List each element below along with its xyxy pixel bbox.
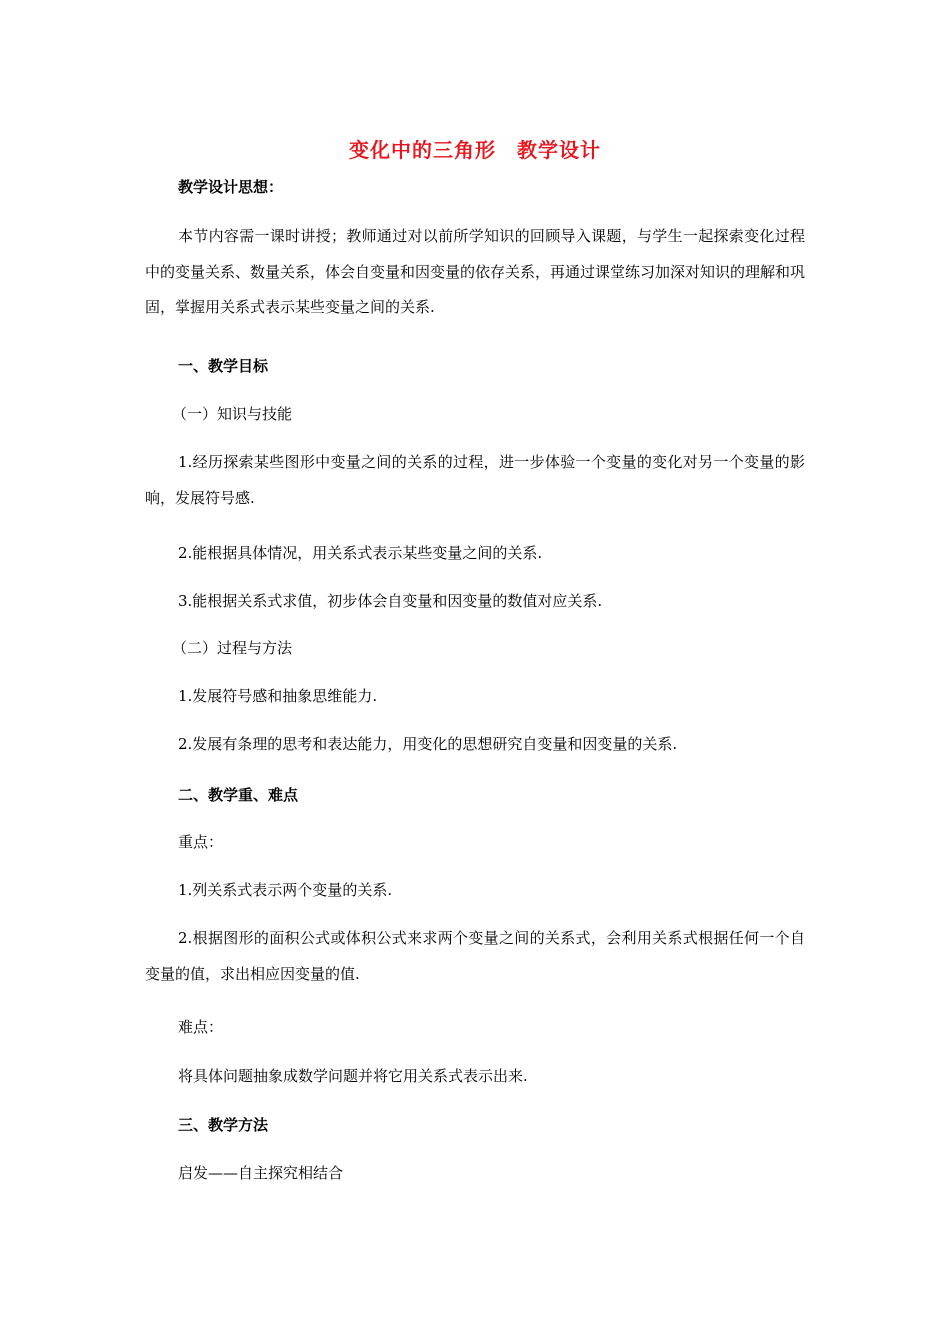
section1-sub1-item2: 2.能根据具体情况，用关系式表示某些变量之间的关系.: [178, 544, 543, 562]
section2-key-item1: 1.列关系式表示两个变量的关系.: [178, 881, 393, 899]
section1-sub2-item1: 1.发展符号感和抽象思维能力.: [178, 687, 378, 705]
section2-key-label: 重点：: [178, 833, 224, 851]
design-thought-heading: 教学设计思想：: [178, 178, 284, 196]
section1-sub1-heading: （一）知识与技能: [172, 405, 293, 423]
section2-heading: 二、教学重、难点: [178, 786, 299, 804]
section2-difficult-text: 将具体问题抽象成数学问题并将它用关系式表示出来.: [178, 1067, 528, 1085]
section1-sub1-item3: 3.能根据关系式求值，初步体会自变量和因变量的数值对应关系.: [178, 592, 603, 610]
section1-heading: 一、教学目标: [178, 357, 269, 375]
section3-heading: 三、教学方法: [178, 1116, 269, 1134]
section1-sub1-item1: 1.经历探索某些图形中变量之间的关系的过程，进一步体验一个变量的变化对另一个变量的影响，发展符号感.: [145, 453, 805, 507]
design-thought-paragraph: 本节内容需一课时讲授；教师通过对以前所学知识的回顾导入课题，与学生一起探索变化过程中的变量关系、数量关系，体会自变量和因变量的依存关系，再通过课堂练习加深对知识的理解和巩固，掌握用关系式表示某些变量之间的关系.: [145, 227, 806, 316]
section1-sub2-item2: 2.发展有条理的思考和表达能力，用变化的思想研究自变量和因变量的关系.: [178, 735, 678, 753]
section2-difficult-label: 难点：: [178, 1018, 224, 1036]
section3-text: 启发——自主探究相结合: [178, 1164, 344, 1182]
section2-key-item2: 2.根据图形的面积公式或体积公式来求两个变量之间的关系式，会利用关系式根据任何一个自变量的值，求出相应因变量的值.: [145, 929, 805, 983]
document-title: 变化中的三角形 教学设计: [349, 138, 601, 162]
section1-sub2-heading: （二）过程与方法: [172, 639, 293, 657]
